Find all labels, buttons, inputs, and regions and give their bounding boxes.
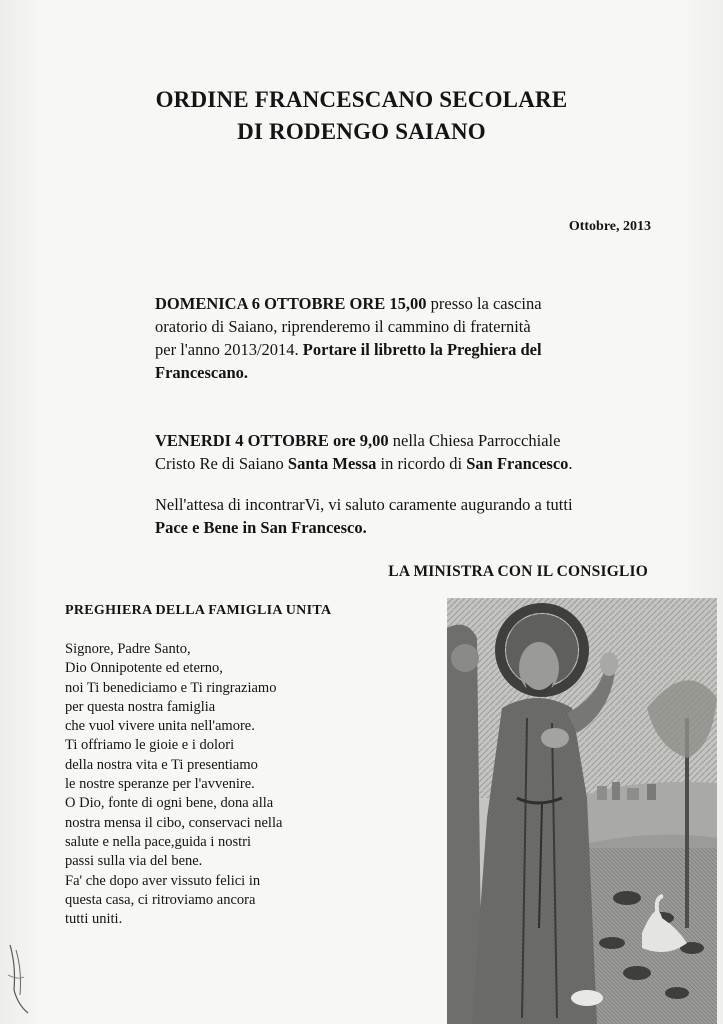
document-date: Ottobre, 2013 xyxy=(568,219,651,234)
prayer-line: O Dio, fonte di ogni bene, dona alla xyxy=(65,795,274,812)
document-title xyxy=(0,84,723,148)
friday-end: . xyxy=(568,454,573,473)
prayer-line: Fa' che dopo aver vissuto felici in xyxy=(65,872,261,889)
title-line-1: ORDINE FRANCESCANO SECOLARE xyxy=(155,87,568,112)
sunday-date-time: DOMENICA 6 OTTOBRE ORE 15,00 xyxy=(155,294,427,313)
prayer-line: Dio Onnipotente ed eterno, xyxy=(65,660,223,677)
prayer-line: salute e nella pace,guida i nostri xyxy=(65,833,252,850)
saint-francis-image xyxy=(447,598,717,1024)
prayer-line: Signore, Padre Santo, xyxy=(65,641,191,657)
prayer-line: noi Ti benediciamo e Ti ringraziamo xyxy=(65,679,277,696)
friday-mass: Santa Messa xyxy=(287,454,377,473)
prayer-text xyxy=(65,640,375,929)
friday-saint: San Francesco xyxy=(466,454,569,473)
greeting-line-2: Pace e Bene in San Francesco. xyxy=(155,518,367,537)
prayer-line: Ti offriamo le gioie e i dolori xyxy=(65,737,235,754)
greeting-line-1: Nell'attesa di incontrarVi, vi saluto caramente augurando a tutti xyxy=(155,495,573,514)
prayer-line: nostra mensa il cibo, conservaci nella xyxy=(65,814,283,831)
prayer-line: per questa nostra famiglia xyxy=(65,698,216,715)
sunday-booklet-note-end: Francescano. xyxy=(155,363,249,382)
prayer-line: che vuol vivere unita nell'amore. xyxy=(65,718,255,735)
announcement-sunday xyxy=(155,292,655,384)
announcement-friday xyxy=(155,429,655,475)
prayer-line: tutti uniti. xyxy=(65,911,123,928)
friday-text-3: in ricordo di xyxy=(376,454,467,473)
sunday-text-1: presso la cascina xyxy=(426,294,542,313)
sunday-text-2: oratorio di Saiano, riprenderemo il cammino di fraternità xyxy=(155,317,531,336)
greeting xyxy=(155,493,655,539)
friday-time: ore 9,00 xyxy=(328,431,389,450)
friday-date: VENERDI 4 OTTOBRE xyxy=(155,431,329,450)
friday-text-2: Cristo Re di Saiano xyxy=(155,454,288,473)
prayer-line: della nostra vita e Ti presentiamo xyxy=(65,756,258,773)
friday-text-1: nella Chiesa Parrocchiale xyxy=(388,431,561,450)
prayer-title: PREGHIERA DELLA FAMIGLIA UNITA xyxy=(65,603,332,618)
signature: LA MINISTRA CON IL CONSIGLIO xyxy=(388,563,648,580)
title-line-2: DI RODENGO SAIANO xyxy=(237,119,486,144)
prayer-line: le nostre speranze per l'avvenire. xyxy=(65,776,255,793)
margin-scribble-icon xyxy=(6,935,44,1015)
prayer-line: passi sulla via del bene. xyxy=(65,853,203,870)
sunday-text-3: per l'anno 2013/2014. xyxy=(155,340,303,359)
prayer-line: questa casa, ci ritroviamo ancora xyxy=(65,891,256,908)
sunday-booklet-note: Portare il libretto la Preghiera del xyxy=(302,340,542,359)
